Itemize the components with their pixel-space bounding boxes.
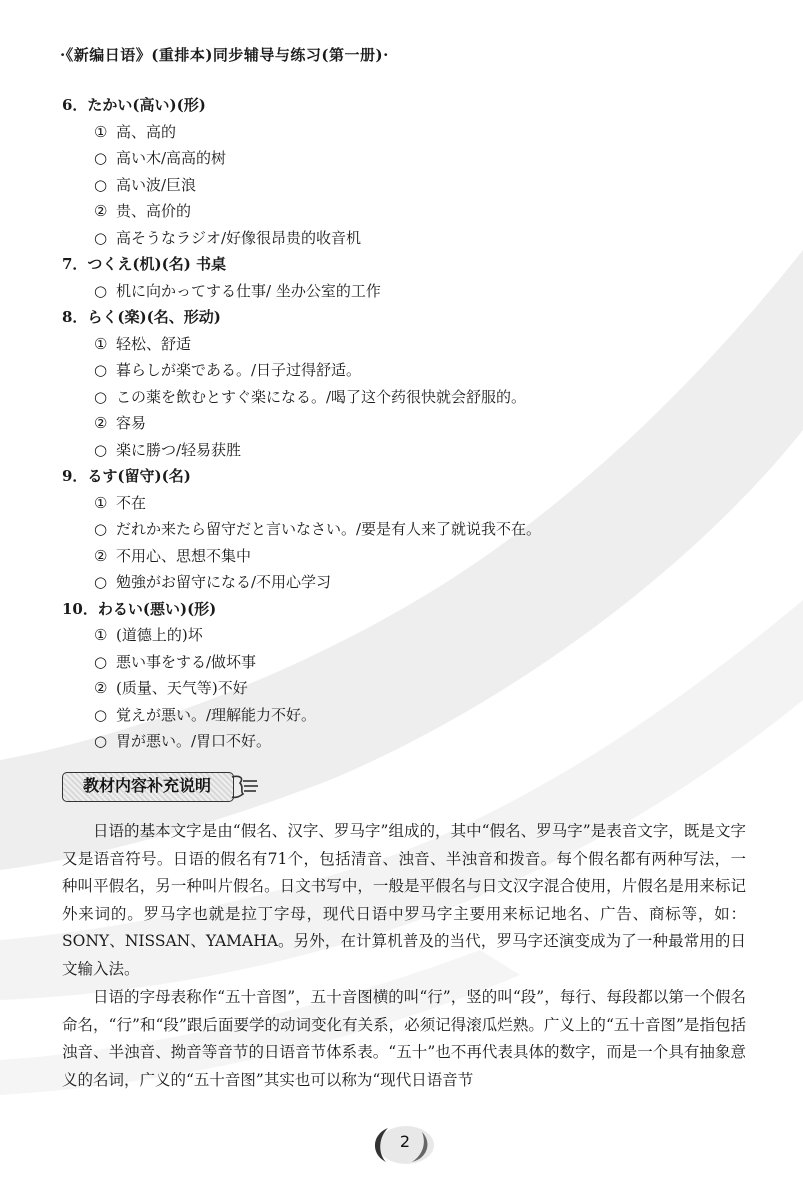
entry-line [62, 675, 742, 702]
entry-line [62, 728, 742, 755]
bullet-mark: ○ [94, 281, 108, 300]
bullet-mark: ○ [94, 732, 108, 750]
entry-text: 高そうなラジオ/好像很昂贵的收音机 [116, 228, 362, 247]
entry-line [62, 198, 742, 225]
entry-line [62, 622, 742, 649]
body-paragraph: 日语的字母表称作“五十音图”，五十音图横的叫“行”，竖的叫“段”，每行、每段都以第一个假名命名，“行”和“段”跟后面要学的动词变化有关系，必须记得滚瓜烂熟。广义上的“五十音图”是指包括浊音、半浊音、拗音等音节的日语音节体系表。“五十”也不再代表具体的数字，而是一个具有抽象意义的名词，广义的“五十音图”其实也可以称为“现代日语音节 [62, 988, 746, 1089]
entry-text: 覚えが悪い。/理解能力不好。 [116, 705, 317, 724]
entry-text: 机に向かってする仕事/ 坐办公室的工作 [116, 281, 381, 300]
entry-text: 暮らしが楽である。/日子过得舒适。 [116, 361, 362, 379]
entry-heading: 6．たかい(高い)(形) [62, 96, 206, 114]
entry-heading: 10．わるい(悪い)(形) [62, 599, 217, 618]
section-title: 教材内容补充说明 [82, 776, 211, 795]
page-number-badge [366, 1122, 438, 1168]
entry-line [62, 410, 742, 437]
entry-8 [62, 304, 742, 463]
bullet-mark: ○ [94, 228, 108, 247]
running-head: ·《新编日语》(重排本)同步辅导与练习(第一册)· [60, 46, 389, 64]
entry-10 [62, 596, 742, 755]
entry-text: 贵、高价的 [116, 202, 192, 220]
entry-7 [62, 251, 742, 304]
bullet-mark: ① [94, 122, 108, 141]
entry-line [62, 384, 742, 411]
bullet-mark: ○ [94, 520, 108, 538]
bullet-mark: ② [94, 202, 108, 220]
bullet-mark: ○ [94, 573, 108, 591]
entry-heading: 8．らく(楽)(名、形动) [62, 308, 221, 326]
vocabulary-entries [62, 92, 742, 755]
entry-6 [62, 92, 742, 251]
entry-text: だれか来たら留守だと言いなさい。/要是有人来了就说我不在。 [116, 520, 542, 538]
entry-text: 不用心、思想不集中 [116, 546, 252, 565]
bullet-mark: ○ [94, 149, 108, 167]
entry-text: 轻松、舒适 [116, 334, 192, 353]
entry-text: 胃が悪い。/胃口不好。 [116, 732, 272, 750]
entry-line [62, 649, 742, 676]
entry-line [62, 225, 742, 252]
entry-line [62, 543, 742, 570]
entry-text: 容易 [116, 414, 147, 432]
entry-line [62, 172, 742, 199]
entry-text: 悪い事をする/做坏事 [116, 652, 257, 671]
bullet-mark: ② [94, 546, 108, 565]
entry-line [62, 490, 742, 517]
bullet-mark: ① [94, 334, 108, 353]
body-paragraph: 日语的基本文字是由“假名、汉字、罗马字”组成的，其中“假名、罗马字”是表音文字，既是文字又是语音符号。日语的假名有71个，包括清音、浊音、半浊音和拨音。每个假名都有两种写法，一种叫平假名，另一种叫片假名。日文书写中，一般是平假名与日文汉字混合使用，片假名是用来标记外来词的。罗马字也就是拉丁字母，现代日语中罗马字主要用来标记地名、广告、商标等，如：SONY、NISSAN、YAMAHA。另外，在计算机普及的当代，罗马字还演变成为了一种最常用的日文输入法。 [62, 822, 746, 978]
entry-text: 勉強がお留守になる/不用心学习 [116, 573, 332, 591]
bullet-mark: ○ [94, 361, 108, 379]
entry-line [62, 437, 742, 464]
section-banner [62, 770, 272, 804]
bullet-mark: ○ [94, 387, 108, 406]
list-lines-icon [230, 774, 260, 800]
entry-text: 楽に勝つ/轻易获胜 [116, 440, 242, 459]
entry-9 [62, 463, 742, 596]
bullet-mark: ○ [94, 705, 108, 724]
entry-text: 不在 [116, 493, 147, 512]
page-number: 2 [399, 1132, 411, 1151]
entry-line [62, 569, 742, 596]
entry-line [62, 702, 742, 729]
entry-text: (质量、天气等)不好 [116, 679, 248, 697]
entry-line [62, 145, 742, 172]
entry-heading: 7．つくえ(机)(名) 书桌 [62, 255, 227, 273]
entry-line [62, 357, 742, 384]
bullet-mark: ② [94, 414, 108, 432]
body-text [62, 818, 746, 1094]
entry-line [62, 516, 742, 543]
bullet-mark: ① [94, 493, 108, 512]
entry-heading: 9．るす(留守)(名) [62, 467, 191, 485]
entry-line [62, 278, 742, 305]
entry-text: (道德上的)坏 [116, 626, 203, 644]
bullet-mark: ② [94, 679, 108, 697]
entry-text: 高い波/巨浪 [116, 175, 197, 194]
bullet-mark: ○ [94, 440, 108, 459]
bullet-mark: ○ [94, 175, 108, 194]
entry-line [62, 331, 742, 358]
bullet-mark: ① [94, 626, 108, 644]
bullet-mark: ○ [94, 652, 108, 671]
entry-text: 高、高的 [116, 122, 177, 141]
entry-text: 高い木/高高的树 [116, 149, 227, 167]
entry-line [62, 119, 742, 146]
entry-text: この薬を飲むとすぐ楽になる。/喝了这个药很快就会舒服的。 [116, 387, 527, 406]
